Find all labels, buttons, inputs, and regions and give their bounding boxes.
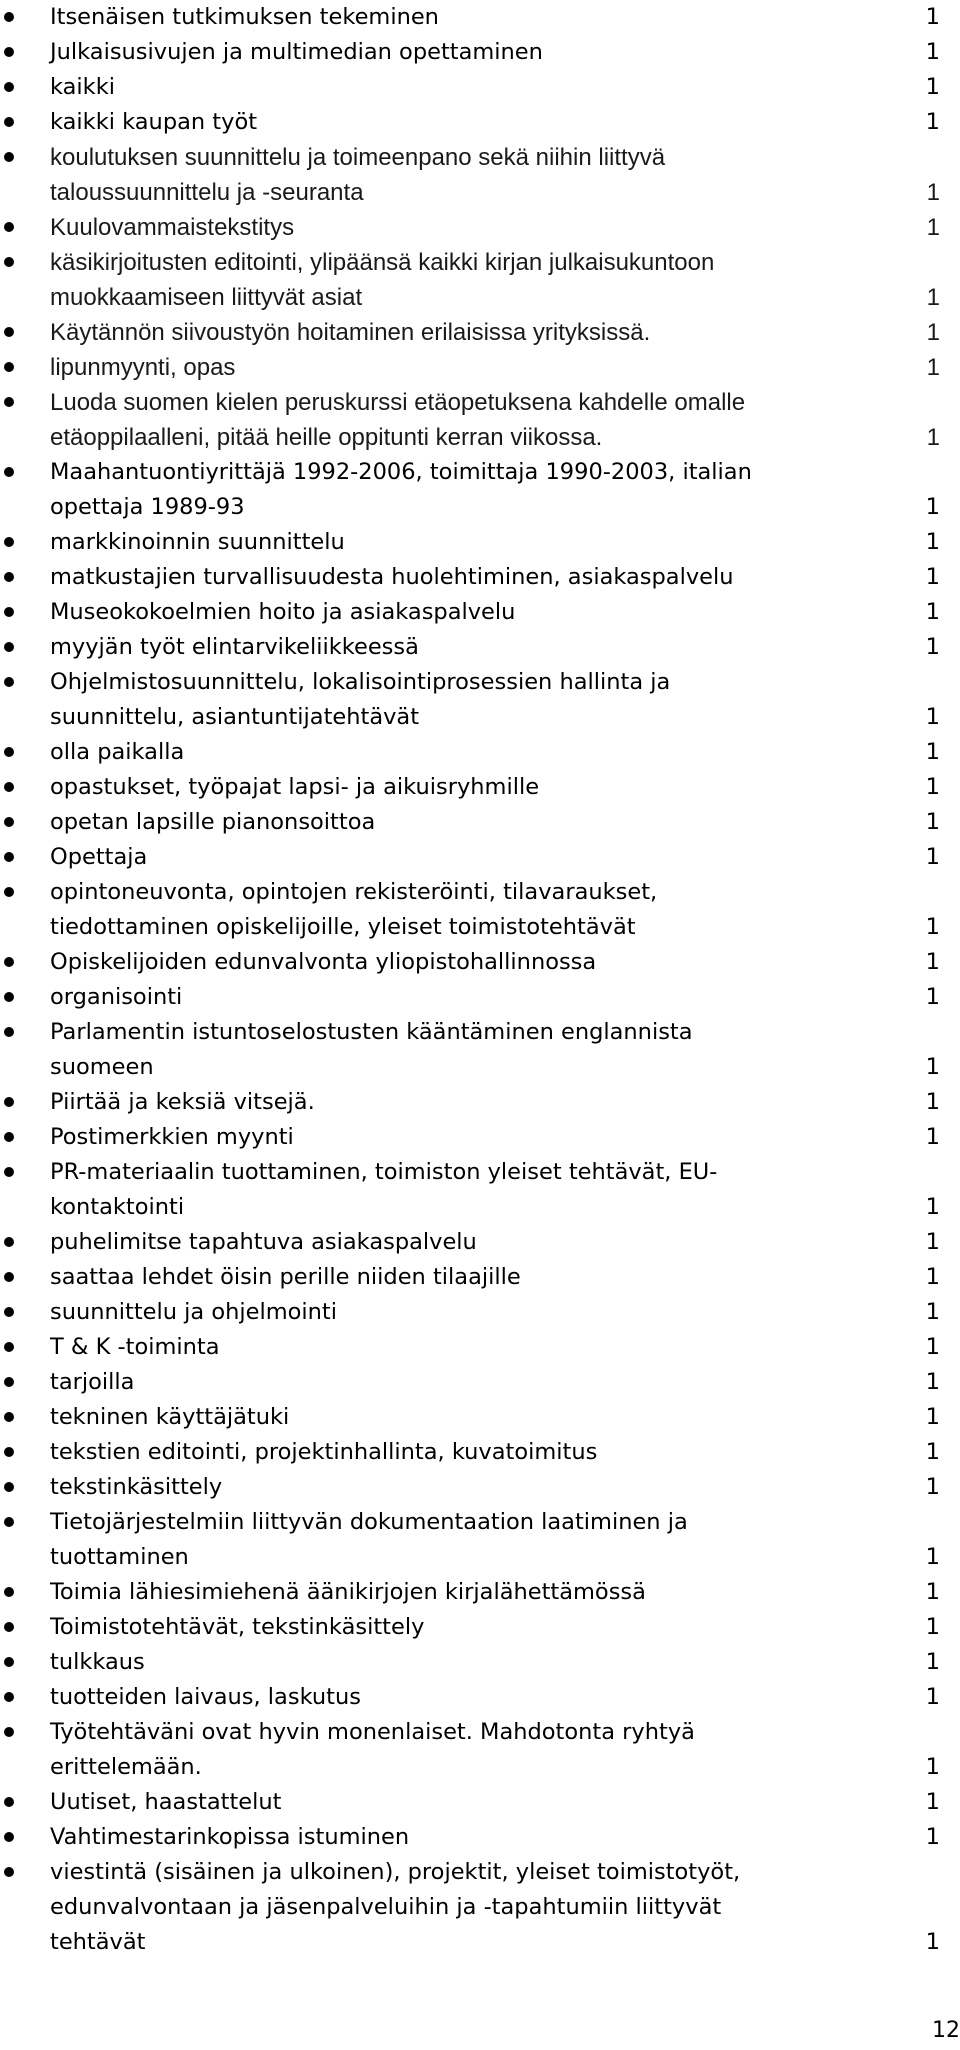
bullet-icon (4, 82, 14, 92)
list-item-text (50, 1435, 880, 1470)
list-item (0, 1610, 960, 1645)
list-item-text (50, 560, 880, 595)
list-item-count: 1 (926, 284, 940, 311)
list-item-text (50, 1155, 880, 1225)
bullet-icon (4, 747, 14, 757)
list-item (0, 735, 960, 770)
list-item-count: 1 (925, 1789, 940, 1815)
bullet-icon (4, 607, 14, 617)
list-item-line: suunnittelu ja ohjelmointi (50, 1299, 337, 1325)
list-item-count: 1 (925, 494, 940, 520)
list-item-count: 1 (925, 1754, 940, 1780)
list-item-count: 1 (925, 984, 940, 1010)
list-item-line: Ohjelmistosuunnittelu, lokalisointiprosessien hallinta ja (50, 669, 671, 695)
list-item-count: 1 (925, 844, 940, 870)
list-item-line: tulkkaus (50, 1649, 145, 1675)
list-item-line: muokkaamiseen liittyvät asiat (50, 284, 363, 311)
bullet-icon (4, 1727, 14, 1737)
list-item (0, 1435, 960, 1470)
bullet-icon (4, 1692, 14, 1702)
bullet-icon (4, 1237, 14, 1247)
page-number: 12 (932, 2018, 960, 2043)
list-item-count: 1 (925, 1544, 940, 1570)
list-item-count: 1 (925, 39, 940, 65)
list-item-text (50, 1715, 880, 1785)
list-item-line: PR-materiaalin tuottaminen, toimiston yleiset tehtävät, EU- (50, 1159, 718, 1185)
list-item-count: 1 (925, 949, 940, 975)
bullet-icon (4, 992, 14, 1002)
list-item-text (50, 770, 880, 805)
list-item-count: 1 (925, 564, 940, 590)
list-item-line: Uutiset, haastattelut (50, 1789, 282, 1815)
list-item (0, 1820, 960, 1855)
list-item-line: Käytännön siivoustyön hoitaminen erilaisissa yrityksissä. (50, 319, 651, 346)
list-item (0, 1680, 960, 1715)
bullet-icon (4, 1657, 14, 1667)
list-item (0, 385, 960, 455)
list-item-count: 1 (925, 1614, 940, 1640)
list-item-line: tuotteiden laivaus, laskutus (50, 1684, 361, 1710)
list-item-text (50, 105, 880, 140)
list-item-count: 1 (925, 1929, 940, 1955)
bullet-icon (4, 817, 14, 827)
list-item-line: opetan lapsille pianonsoittoa (50, 809, 376, 835)
bullet-icon (4, 1167, 14, 1177)
list-item-line: matkustajien turvallisuudesta huolehtiminen, asiakaspalvelu (50, 564, 734, 590)
list-item-count: 1 (925, 1334, 940, 1360)
list-item-count: 1 (925, 1579, 940, 1605)
bullet-icon (4, 47, 14, 57)
list-item (0, 1330, 960, 1365)
list-item-text (50, 1505, 880, 1575)
bullet-icon (4, 957, 14, 967)
bullet-icon (4, 1307, 14, 1317)
bullet-icon (4, 1412, 14, 1422)
list-item (0, 1085, 960, 1120)
list-item-line: tekstinkäsittely (50, 1474, 223, 1500)
list-item-line: Julkaisusivujen ja multimedian opettaminen (50, 39, 543, 65)
list-item (0, 315, 960, 350)
list-item-text (50, 35, 880, 70)
bullet-icon (4, 852, 14, 862)
list-item-line: Vahtimestarinkopissa istuminen (50, 1824, 410, 1850)
list-item-count: 1 (925, 739, 940, 765)
list-item-text (50, 1785, 880, 1820)
list-item-line: Kuulovammaistekstitys (50, 214, 295, 241)
list-item-text (50, 595, 880, 630)
list-item-count: 1 (925, 774, 940, 800)
list-item-line: Toimistotehtävät, tekstinkäsittely (50, 1614, 425, 1640)
bullet-icon (4, 677, 14, 687)
list-item-count: 1 (925, 1474, 940, 1500)
bullet-icon (4, 1272, 14, 1282)
list-item-text (50, 455, 880, 525)
list-item (0, 1225, 960, 1260)
list-item-text (50, 1120, 880, 1155)
bullet-icon (4, 1622, 14, 1632)
list-item-line: erittelemään. (50, 1754, 202, 1780)
list-item-count: 1 (925, 74, 940, 100)
list-item-text (50, 1645, 880, 1680)
list-item (0, 1855, 960, 1960)
list-item (0, 105, 960, 140)
list-item (0, 665, 960, 735)
list-item (0, 140, 960, 210)
list-item-text (50, 630, 880, 665)
list-item-text (50, 1610, 880, 1645)
bullet-icon (4, 1587, 14, 1597)
bullet-icon (4, 1342, 14, 1352)
list-item-line: tekstien editointi, projektinhallinta, kuvatoimitus (50, 1439, 598, 1465)
list-item-text (50, 1365, 880, 1400)
list-item-text (50, 525, 880, 560)
list-item-count: 1 (925, 1124, 940, 1150)
bullet-icon (4, 467, 14, 477)
list-item-line: markkinoinnin suunnittelu (50, 529, 345, 555)
list-item-line: etäoppilaalleni, pitää heille oppitunti kerran viikossa. (50, 424, 603, 451)
list-item (0, 1260, 960, 1295)
list-item-line: opettaja 1989-93 (50, 494, 245, 520)
list-item-text (50, 875, 880, 945)
list-item-text (50, 1855, 880, 1960)
list-item-line: suunnittelu, asiantuntijatehtävät (50, 704, 420, 730)
bullet-icon (4, 1097, 14, 1107)
list-item (0, 245, 960, 315)
list-item-line: Maahantuontiyrittäjä 1992-2006, toimittaja 1990-2003, italian (50, 459, 752, 485)
list-item-line: opastukset, työpajat lapsi- ja aikuisryhmille (50, 774, 540, 800)
list-item (0, 560, 960, 595)
bullet-icon (4, 1867, 14, 1877)
list-item-line: käsikirjoitusten editointi, ylipäänsä kaikki kirjan julkaisukuntoon (50, 249, 715, 276)
bullet-icon (4, 257, 14, 267)
bullet-icon (4, 887, 14, 897)
list-item-line: T & K -toiminta (50, 1334, 220, 1360)
list-item-text (50, 315, 880, 350)
list-item-line: tuottaminen (50, 1544, 189, 1570)
list-item-count: 1 (925, 1054, 940, 1080)
list-item-line: suomeen (50, 1054, 154, 1080)
list-item-text (50, 840, 880, 875)
list-item-text (50, 210, 880, 245)
list-item (0, 1155, 960, 1225)
bullet-icon (4, 362, 14, 372)
list-item (0, 770, 960, 805)
list-item-count: 1 (926, 424, 940, 451)
list-item (0, 1400, 960, 1435)
bullet-icon (4, 1797, 14, 1807)
list-item-count: 1 (925, 1404, 940, 1430)
list-item-line: Museokokoelmien hoito ja asiakaspalvelu (50, 599, 516, 625)
list-item (0, 1120, 960, 1155)
list-item (0, 1015, 960, 1085)
list-item-text (50, 1015, 880, 1085)
list-item-line: kaikki (50, 74, 115, 100)
bullet-icon (4, 397, 14, 407)
list-item (0, 210, 960, 245)
list-item (0, 1575, 960, 1610)
list-item-count: 1 (925, 634, 940, 660)
list-item-line: kaikki kaupan työt (50, 109, 258, 135)
list-item-text (50, 245, 880, 315)
bullet-icon (4, 537, 14, 547)
list-item (0, 1715, 960, 1785)
list-item-text (50, 350, 880, 385)
list-item-text (50, 1575, 880, 1610)
list-item-count: 1 (925, 1824, 940, 1850)
list-item-line: tarjoilla (50, 1369, 135, 1395)
list-item (0, 630, 960, 665)
list-item-text (50, 1820, 880, 1855)
list-item-text (50, 1400, 880, 1435)
list-item-line: saattaa lehdet öisin perille niiden tilaajille (50, 1264, 521, 1290)
bullet-icon (4, 152, 14, 162)
list-item-count: 1 (925, 529, 940, 555)
list-item-line: Opiskelijoiden edunvalvonta yliopistohallinnossa (50, 949, 597, 975)
list-item-count: 1 (925, 1089, 940, 1115)
list-item-count: 1 (925, 1229, 940, 1255)
list-item (0, 350, 960, 385)
list-item-count: 1 (925, 1264, 940, 1290)
list-item-line: Toimia lähiesimiehenä äänikirjojen kirjalähettämössä (50, 1579, 646, 1605)
bullet-icon (4, 782, 14, 792)
list-item-count: 1 (925, 1194, 940, 1220)
list-item-line: kontaktointi (50, 1194, 185, 1220)
list-item-line: Luoda suomen kielen peruskurssi etäopetuksena kahdelle omalle (50, 389, 746, 416)
list-item-text (50, 70, 880, 105)
list-item-count: 1 (925, 1369, 940, 1395)
list-item-line: tiedottaminen opiskelijoille, yleiset toimistotehtävät (50, 914, 636, 940)
list-item (0, 1470, 960, 1505)
list-item (0, 1365, 960, 1400)
bullet-icon (4, 642, 14, 652)
list-item-text (50, 945, 880, 980)
bullet-icon (4, 1832, 14, 1842)
list-item-text (50, 1680, 880, 1715)
list-item-count: 1 (925, 704, 940, 730)
list-item-count: 1 (925, 809, 940, 835)
list-item (0, 980, 960, 1015)
list-item-count: 1 (925, 1649, 940, 1675)
list-item-line: viestintä (sisäinen ja ulkoinen), projektit, yleiset toimistotyöt, (50, 1859, 741, 1885)
list-item-text (50, 1260, 880, 1295)
list-item-text (50, 980, 880, 1015)
list-item-count: 1 (925, 914, 940, 940)
list-item-count: 1 (925, 1684, 940, 1710)
list-item-count: 1 (925, 599, 940, 625)
list-item-line: taloussuunnittelu ja -seuranta (50, 179, 364, 206)
list-item-line: Tietojärjestelmiin liittyvän dokumentaation laatiminen ja (50, 1509, 688, 1535)
list-item-count: 1 (926, 319, 940, 346)
list-item-line: Postimerkkien myynti (50, 1124, 294, 1150)
list-item-count: 1 (926, 354, 940, 381)
list-item-line: myyjän työt elintarvikeliikkeessä (50, 634, 419, 660)
list-item (0, 70, 960, 105)
list-item (0, 525, 960, 560)
list-item-line: koulutuksen suunnittelu ja toimeenpano sekä niihin liittyvä (50, 144, 666, 171)
list-item (0, 1295, 960, 1330)
list-item-count: 1 (925, 1439, 940, 1465)
bullet-icon (4, 12, 14, 22)
list-item-text (50, 1295, 880, 1330)
bullet-icon (4, 1027, 14, 1037)
list-item-line: tehtävät (50, 1929, 146, 1955)
bullet-icon (4, 1377, 14, 1387)
bullet-icon (4, 327, 14, 337)
list-item-count: 1 (926, 179, 940, 206)
list-item-text (50, 0, 880, 35)
list-item (0, 875, 960, 945)
list-item-line: opintoneuvonta, opintojen rekisteröinti, tilavaraukset, (50, 879, 658, 905)
list-item-text (50, 1085, 880, 1120)
list-item (0, 1785, 960, 1820)
list-item-line: Työtehtäväni ovat hyvin monenlaiset. Mahdotonta ryhtyä (50, 1719, 695, 1745)
list-item (0, 595, 960, 630)
list-item-count: 1 (925, 1299, 940, 1325)
list-item-line: organisointi (50, 984, 183, 1010)
list-item-line: Piirtää ja keksiä vitsejä. (50, 1089, 315, 1115)
list-item-text (50, 385, 880, 455)
bullet-icon (4, 117, 14, 127)
list-item-line: edunvalvontaan ja jäsenpalveluihin ja -tapahtumiin liittyvät (50, 1894, 722, 1920)
bullet-icon (4, 1482, 14, 1492)
bullet-icon (4, 1132, 14, 1142)
list-item-text (50, 1470, 880, 1505)
list-item-text (50, 1225, 880, 1260)
list-item (0, 0, 960, 35)
bullet-icon (4, 572, 14, 582)
list-item-text (50, 140, 880, 210)
list-item-line: Parlamentin istuntoselostusten kääntäminen englannista (50, 1019, 693, 1045)
list-item-line: Opettaja (50, 844, 148, 870)
list-item (0, 1645, 960, 1680)
list-item (0, 35, 960, 70)
list-item-text (50, 665, 880, 735)
list-item-line: lipunmyynti, opas (50, 354, 236, 381)
list-item-text (50, 1330, 880, 1365)
list-item (0, 840, 960, 875)
list-item-line: olla paikalla (50, 739, 185, 765)
list-item-text (50, 805, 880, 840)
bullet-icon (4, 222, 14, 232)
list-item (0, 805, 960, 840)
list-item-line: puhelimitse tapahtuva asiakaspalvelu (50, 1229, 477, 1255)
bullet-icon (4, 1447, 14, 1457)
list-item-line: Itsenäisen tutkimuksen tekeminen (50, 4, 439, 30)
bullet-icon (4, 1517, 14, 1527)
list-item-count: 1 (926, 214, 940, 241)
list-item (0, 945, 960, 980)
list-item-count: 1 (925, 109, 940, 135)
list-item (0, 1505, 960, 1575)
list-item-text (50, 735, 880, 770)
list-item-count: 1 (925, 4, 940, 30)
list-item (0, 455, 960, 525)
list-item-line: tekninen käyttäjätuki (50, 1404, 290, 1430)
